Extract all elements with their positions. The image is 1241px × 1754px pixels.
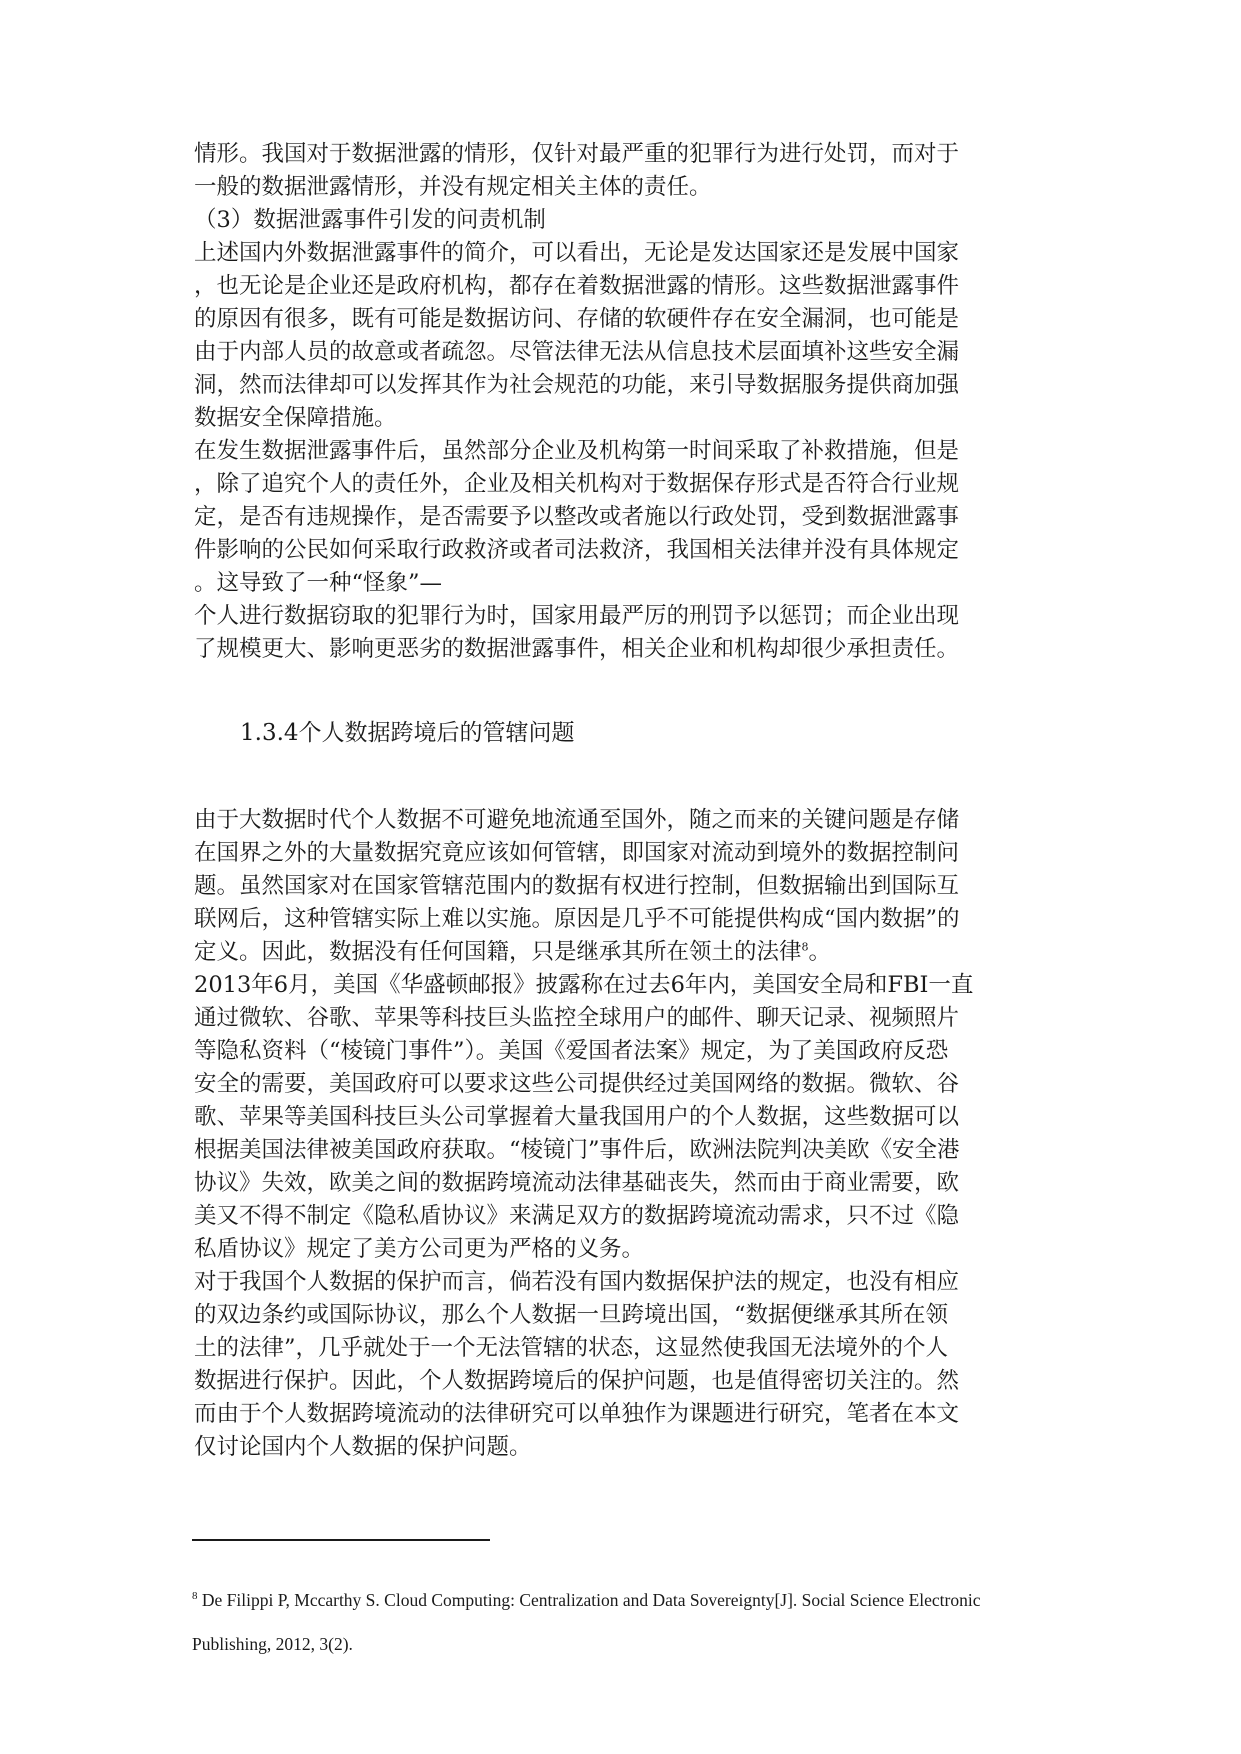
text-line [194,1200,1050,1233]
text-line [194,534,1050,567]
text-line-content: 数据安全保障措施。 [194,405,397,431]
text-line-content: 由于内部人员的故意或者疏忽。尽管法律无法从信息技术层面填补这些安全漏 [194,339,960,365]
text-line-content: 定，是否有违规操作，是否需要予以整改或者施以行政处罚，受到数据泄露事 [194,504,960,530]
footnote-marker: 8 [192,1590,198,1603]
text-line-content: 根据美国法律被美国政府获取。“棱镜门”事件后，欧洲法院判决美欧《安全港 [194,1137,960,1163]
text-line-content: 对于我国个人数据的保护而言，倘若没有国内数据保护法的规定，也没有相应 [194,1269,960,1295]
footnote-text: Publishing, 2012, 3(2). [192,1634,353,1654]
text-line-content: 协议》失效，欧美之间的数据跨境流动法律基础丧失，然而由于商业需要，欧 [194,1170,960,1196]
text-line-content: 仅讨论国内个人数据的保护问题。 [194,1434,532,1460]
footnote-text: De Filippi P, Mccarthy S. Cloud Computing: Centralization and Data Sovereignty[J]. Social Science Electronic [197,1590,981,1610]
text-line-content: 的原因有很多，既有可能是数据访问、存储的软硬件存在安全漏洞，也可能是 [194,306,960,332]
body-block-1 [194,138,1050,666]
text-line [194,1398,1050,1431]
text-line-content: 洞，然而法律却可以发挥其作为社会规范的功能，来引导数据服务提供商加强 [194,372,960,398]
text-line [194,1233,1050,1266]
text-line-content: 数据进行保护。因此，个人数据跨境后的保护问题，也是值得密切关注的。然 [194,1368,960,1394]
text-line [194,435,1050,468]
text-line-content: 2013年6月，美国《华盛顿邮报》披露称在过去6年内，美国安全局和FBI一直 [194,972,974,998]
text-line-content: 上述国内外数据泄露事件的简介，可以看出，无论是发达国家还是发展中国家 [194,240,960,266]
text-line [194,402,1050,435]
text-line [194,633,1050,666]
text-line-content: 的双边条约或国际协议，那么个人数据一旦跨境出国，“数据便继承其所在领 [194,1302,949,1328]
text-line-content: 等隐私资料（“棱镜门事件”）。美国《爱国者法案》规定，为了美国政府反恐 [194,1038,949,1064]
text-line-content: 题。虽然国家对在国家管辖范围内的数据有权进行控制，但数据输出到国际互 [194,873,960,899]
text-line [194,1101,1050,1134]
text-line-content: 了规模更大、影响更恶劣的数据泄露事件，相关企业和机构却很少承担责任。 [194,636,960,662]
text-line-content: 安全的需要，美国政府可以要求这些公司提供经过美国网络的数据。微软、谷 [194,1071,960,1097]
text-line-content: 件影响的公民如何采取行政救济或者司法救济，我国相关法律并没有具体规定 [194,537,960,563]
text-line-content: 在发生数据泄露事件后，虽然部分企业及机构第一时间采取了补救措施，但是 [194,438,960,464]
text-line [194,1332,1050,1365]
text-line [194,1068,1050,1101]
text-line [194,270,1050,303]
text-line [194,1134,1050,1167]
text-line-content: 定义。因此，数据没有任何国籍，只是继承其所在领土的法律 [194,939,802,965]
text-line [194,171,1050,204]
text-line [194,1167,1050,1200]
text-line-content: 个人进行数据窃取的犯罪行为时，国家用最严厉的刑罚予以惩罚；而企业出现 [194,603,960,629]
section-heading: 1.3.4个人数据跨境后的管辖问题 [240,720,575,746]
text-line [194,501,1050,534]
text-line-content: 通过微软、谷歌、苹果等科技巨头监控全球用户的邮件、聊天记录、视频照片 [194,1005,960,1031]
text-line [194,204,1050,237]
text-line-content: 由于大数据时代个人数据不可避免地流通至国外，随之而来的关键问题是存储 [194,807,960,833]
text-line-content: 美又不得不制定《隐私盾协议》来满足双方的数据跨境流动需求，只不过《隐 [194,1203,960,1229]
text-line-content: 情形。我国对于数据泄露的情形，仅针对最严重的犯罪行为进行处罚，而对于 [194,141,960,167]
footnote-line [192,1622,1052,1666]
text-line-content: 在国界之外的大量数据究竟应该如何管辖，即国家对流动到境外的数据控制问 [194,840,960,866]
footnote-line [192,1578,1052,1622]
text-line [194,138,1050,171]
body-block-2 [194,804,1050,1464]
text-line [194,468,1050,501]
text-line-content: ，除了追究个人的责任外，企业及相关机构对于数据保存形式是否符合行业规 [194,471,960,497]
text-line [194,1431,1050,1464]
text-line-content: ，也无论是企业还是政府机构，都存在着数据泄露的情形。这些数据泄露事件 [194,273,960,299]
footnote [192,1578,1052,1666]
text-line [194,1299,1050,1332]
text-line [194,369,1050,402]
text-line [194,969,1050,1002]
text-line-content: 土的法律”，几乎就处于一个无法管辖的状态，这显然使我国无法境外的个人 [194,1335,949,1361]
text-line [194,903,1050,936]
text-line [194,567,1050,600]
text-line [194,804,1050,837]
text-line [194,870,1050,903]
text-line-content: （3）数据泄露事件引发的问责机制 [194,207,546,233]
text-line-content: 一般的数据泄露情形，并没有规定相关主体的责任。 [194,174,712,200]
text-line-content: 私盾协议》规定了美方公司更为严格的义务。 [194,1236,645,1262]
text-line-content: 而由于个人数据跨境流动的法律研究可以单独作为课题进行研究，笔者在本文 [194,1401,960,1427]
text-line [194,1365,1050,1398]
text-line [194,1035,1050,1068]
footnote-reference[interactable]: 8 [801,940,809,954]
text-line [194,1002,1050,1035]
text-line [194,303,1050,336]
text-line [194,1266,1050,1299]
text-line [194,600,1050,633]
text-line [194,336,1050,369]
text-line-content: 歌、苹果等美国科技巨头公司掌握着大量我国用户的个人数据，这些数据可以 [194,1104,960,1130]
text-line [194,237,1050,270]
footnote-divider [192,1539,490,1541]
text-line [194,837,1050,870]
text-line-content: 。这导致了一种“怪象”— [194,570,443,596]
text-line: 定义。因此，数据没有任何国籍，只是继承其所在领土的法律$^8$。 [194,939,832,965]
text-line-content: 联网后，这种管辖实际上难以实施。原因是几乎不可能提供构成“国内数据”的 [194,906,960,932]
